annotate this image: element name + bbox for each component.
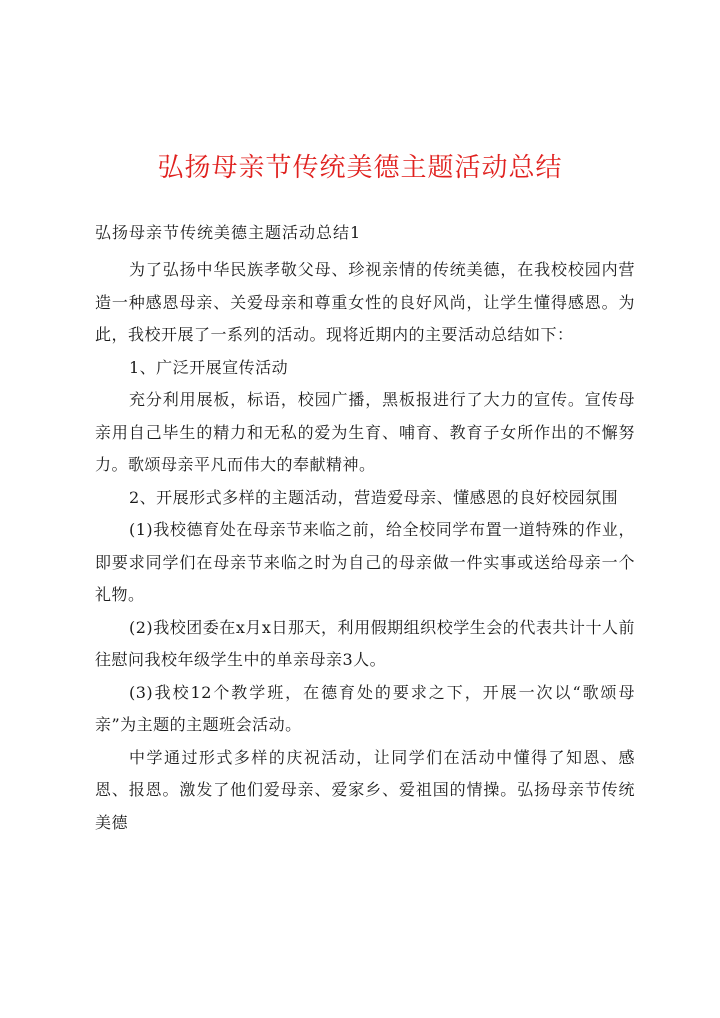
paragraph-item-1-heading: 1、广泛开展宣传活动 [129, 357, 289, 377]
paragraph-publicity: 充分利用展板，标语，校园广播，黑板报进行了大力的宣传。宣传母亲用自己毕生的精力和无私的爱为生育、哺育、教育子女所作出的不懈努力。歌颂母亲平凡而伟大的奉献精神。 [95, 390, 635, 474]
paragraph-intro: 为了弘扬中华民族孝敬父母、珍视亲情的传统美德，在我校校园内营造一种感恩母亲、关爱母亲和尊重女性的良好风尚，让学生懂得感恩。为此，我校开展了一系列的活动。现将近期内的主要活动总结如下： [95, 260, 635, 344]
paragraph-activity-2: (2)我校团委在x月x日那天，利用假期组织校学生会的代表共计十人前往慰问我校年级学生中的单亲母亲3人。 [95, 617, 635, 669]
paragraph-conclusion: 中学通过形式多样的庆祝活动，让同学们在活动中懂得了知恩、感恩、报恩。激发了他们爱母亲、爱家乡、爱祖国的情操。弘扬母亲节传统美德 [95, 747, 635, 832]
section-heading: 弘扬母亲节传统美德主题活动总结1 [95, 223, 362, 242]
document-body [95, 254, 635, 839]
paragraph-activity-1: (1)我校德育处在母亲节来临之前，给全校同学布置一道特殊的作业，即要求同学们在母亲节来临之时为自己的母亲做一件实事或送给母亲一个礼物。 [95, 520, 635, 604]
paragraph-activity-3: (3)我校12个教学班，在德育处的要求之下，开展一次以“歌颂母亲”为主题的主题班会活动。 [95, 682, 635, 734]
page-title: 弘扬母亲节传统美德主题活动总结 [157, 153, 563, 183]
paragraph-item-2-heading: 2、开展形式多样的主题活动，营造爱母亲、懂感恩的良好校园氛围 [129, 487, 619, 507]
